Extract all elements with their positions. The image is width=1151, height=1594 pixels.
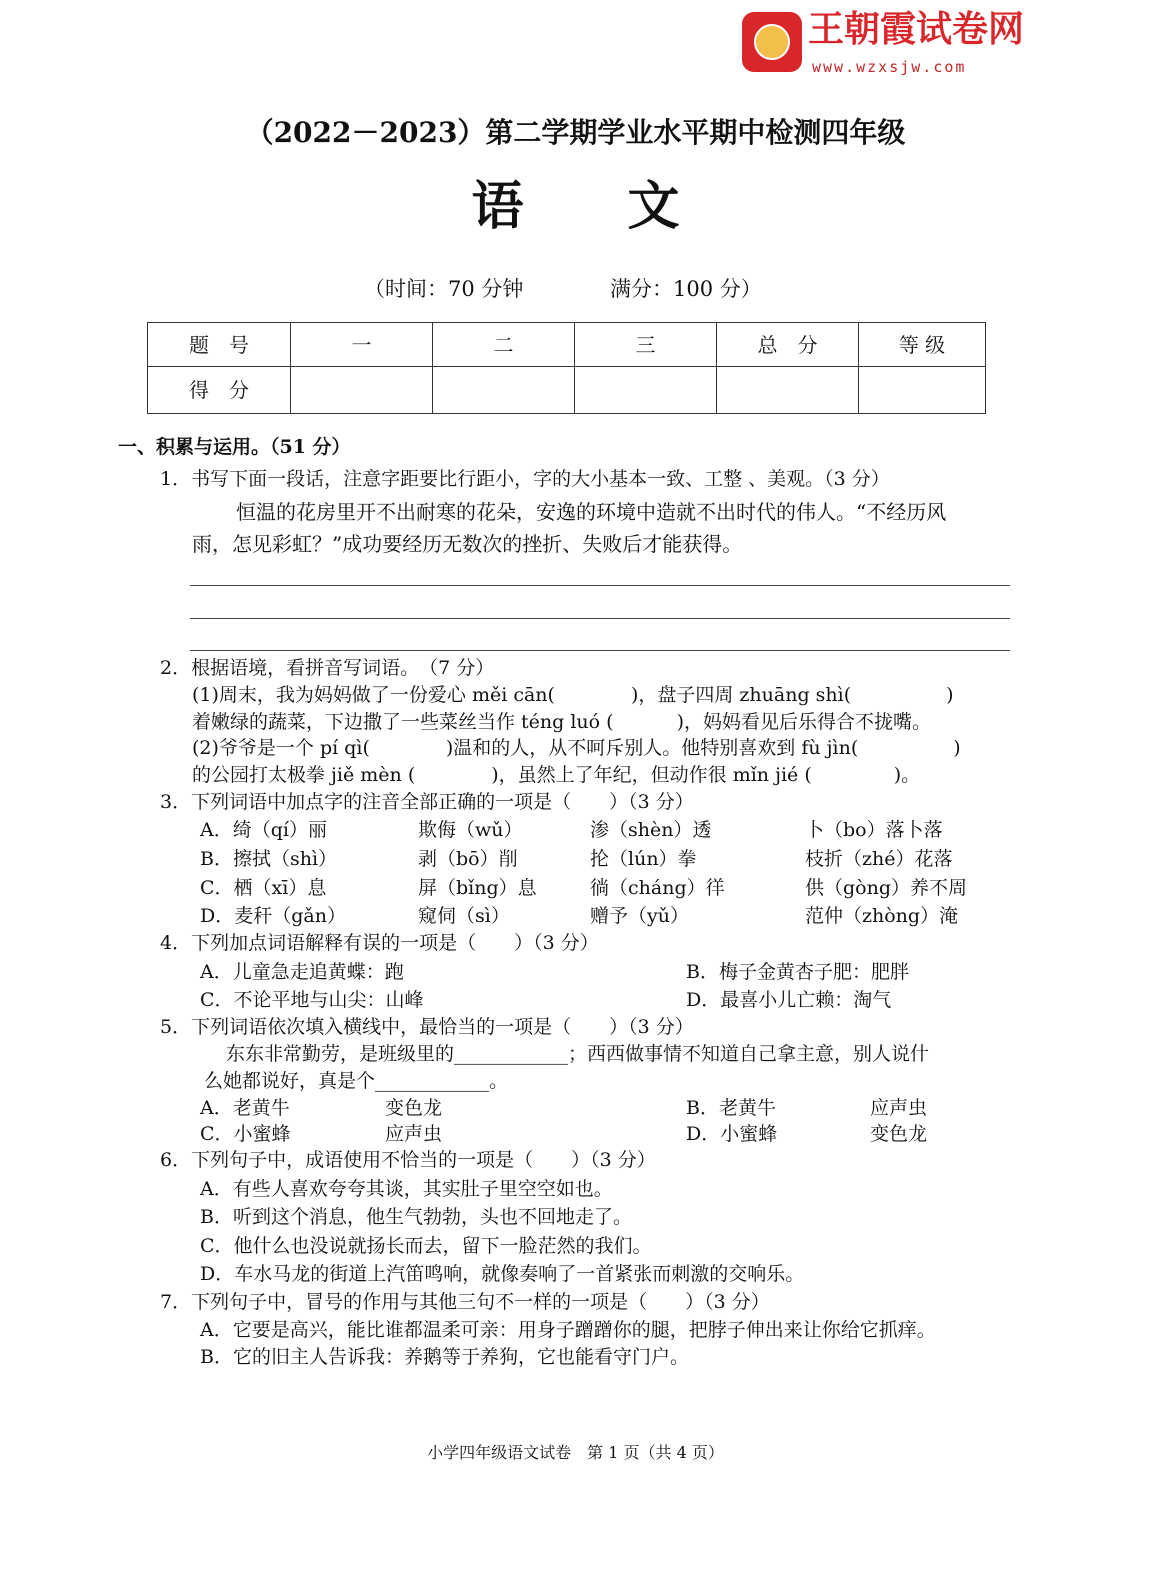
site-logo <box>742 8 1062 80</box>
option: C．栖（xī）息 <box>200 877 327 899</box>
option: 剥（bō）削 <box>418 848 518 870</box>
subject-title: 语 文 <box>471 176 680 237</box>
writing-line[interactable] <box>190 585 1010 586</box>
option: 供（gòng）养不周 <box>805 877 968 899</box>
exam-time: （时间：70 分钟 <box>364 277 524 301</box>
option: 徜（cháng）徉 <box>590 877 725 899</box>
option: A．它要是高兴，能比谁都温柔可亲：用身子蹭蹭你的腿，把脖子伸出来让你给它抓痒。 <box>200 1319 936 1341</box>
passage-text: 东东非常勤劳，是班级里的____________；西西做事情不知道自己拿主意，别人说什 <box>226 1043 930 1065</box>
option: 应声虫 <box>870 1097 928 1119</box>
option: A．有些人喜欢夸夸其谈，其实肚子里空空如也。 <box>200 1178 613 1200</box>
option: 变色龙 <box>385 1097 443 1119</box>
option: 欺侮（wǔ） <box>418 819 523 841</box>
option: 屏（bǐng）息 <box>418 877 537 899</box>
option: B．梅子金黄杏子肥：肥胖 <box>686 961 909 983</box>
question-line: 的公园打太极拳 jiě mèn ( )，虽然上了年纪，但动作很 mǐn jié ( )。 <box>192 764 921 786</box>
exam-title: （2022－2023）第二学期学业水平期中检测四年级 <box>245 116 906 149</box>
option: 范仲（zhòng）淹 <box>805 905 959 927</box>
option: 枝折（zhé）花落 <box>805 848 953 870</box>
question-title: 6．下列句子中，成语使用不恰当的一项是（ ）（3 分） <box>160 1149 656 1171</box>
header-cell: 等 级 <box>859 323 986 367</box>
score-cell[interactable] <box>859 367 986 414</box>
option: C．他什么也没说就扬长而去，留下一脸茫然的我们。 <box>200 1235 652 1257</box>
option: A．老黄牛 <box>200 1097 290 1119</box>
logo-url: www.wzxsjw.com <box>812 58 967 76</box>
option: B．老黄牛 <box>686 1097 776 1119</box>
question-line: (2)爷爷是一个 pí qì( )温和的人，从不呵斥别人。他特别喜欢到 fù jìn( ) <box>192 737 961 759</box>
question-title: 7．下列句子中，冒号的作用与其他三句不一样的一项是（ ）（3 分） <box>160 1291 770 1313</box>
option: 变色龙 <box>870 1123 928 1145</box>
option: D．最喜小儿亡赖：淘气 <box>686 989 892 1011</box>
passage-text: 雨，怎见彩虹？”成功要经历无数次的挫折、失败后才能获得。 <box>192 532 743 556</box>
option: 渗（shèn）透 <box>590 819 712 841</box>
question-line: (1)周末，我为妈妈做了一份爱心 měi cān( )，盘子四周 zhuāng shì( ) <box>192 684 954 706</box>
logo-brand: 王朝霞试卷网 <box>808 9 1025 50</box>
option: 窥伺（sì） <box>418 905 510 927</box>
option: 抡（lún）拳 <box>590 848 697 870</box>
option: D．麦秆（gǎn） <box>200 905 346 927</box>
option: 卜（bo）落卜落 <box>805 819 943 841</box>
seal-icon <box>742 12 802 72</box>
option: B．擦拭（shì） <box>200 848 338 870</box>
question-title: 1．书写下面一段话，注意字距要比行距小，字的大小基本一致、工整 、美观。（3 分） <box>160 468 890 490</box>
option: 应声虫 <box>385 1123 443 1145</box>
option: 赠予（yǔ） <box>590 905 689 927</box>
option: D．车水马龙的街道上汽笛鸣响，就像奏响了一首紧张而刺激的交响乐。 <box>200 1263 805 1285</box>
passage-text: 么她都说好，真是个____________。 <box>204 1070 509 1092</box>
score-cell[interactable] <box>291 367 433 414</box>
header-cell: 总 分 <box>717 323 859 367</box>
option: A．儿童急走追黄蝶：跑 <box>200 961 404 983</box>
question-title: 4．下列加点词语解释有误的一项是（ ）（3 分） <box>160 932 599 954</box>
page-footer: 小学四年级语文试卷 第 1 页（共 4 页） <box>427 1443 724 1462</box>
score-cell[interactable] <box>433 367 575 414</box>
question-line: 着嫩绿的蔬菜，下边撒了一些菜丝当作 téng luó ( )，妈妈看见后乐得合不拢嘴。 <box>192 711 932 733</box>
option: A．绮（qí）丽 <box>200 819 327 841</box>
header-cell: 三 <box>575 323 717 367</box>
section-heading: 一、积累与运用。（51 分） <box>118 436 351 458</box>
writing-line[interactable] <box>190 650 1010 651</box>
row-label: 得 分 <box>148 367 291 414</box>
score-table <box>147 322 986 414</box>
header-cell: 题 号 <box>148 323 291 367</box>
question-title: 5．下列词语依次填入横线中，最恰当的一项是（ ）（3 分） <box>160 1016 694 1038</box>
passage-text: 恒温的花房里开不出耐寒的花朵，安逸的环境中造就不出时代的伟人。“不经历风 <box>236 500 947 524</box>
option: C．小蜜蜂 <box>200 1123 291 1145</box>
option: B．听到这个消息，他生气勃勃，头也不回地走了。 <box>200 1206 632 1228</box>
header-cell: 一 <box>291 323 433 367</box>
score-cell[interactable] <box>575 367 717 414</box>
question-title: 3．下列词语中加点字的注音全部正确的一项是（ ）（3 分） <box>160 791 694 813</box>
option: D．小蜜蜂 <box>686 1123 778 1145</box>
writing-line[interactable] <box>190 618 1010 619</box>
option: B．它的旧主人告诉我：养鹅等于养狗，它也能看守门户。 <box>200 1346 689 1368</box>
header-cell: 二 <box>433 323 575 367</box>
question-title: 2．根据语境，看拼音写词语。 （7 分） <box>160 657 495 679</box>
score-cell[interactable] <box>717 367 859 414</box>
exam-full-score: 满分：100 分） <box>610 277 762 301</box>
option: C．不论平地与山尖：山峰 <box>200 989 424 1011</box>
